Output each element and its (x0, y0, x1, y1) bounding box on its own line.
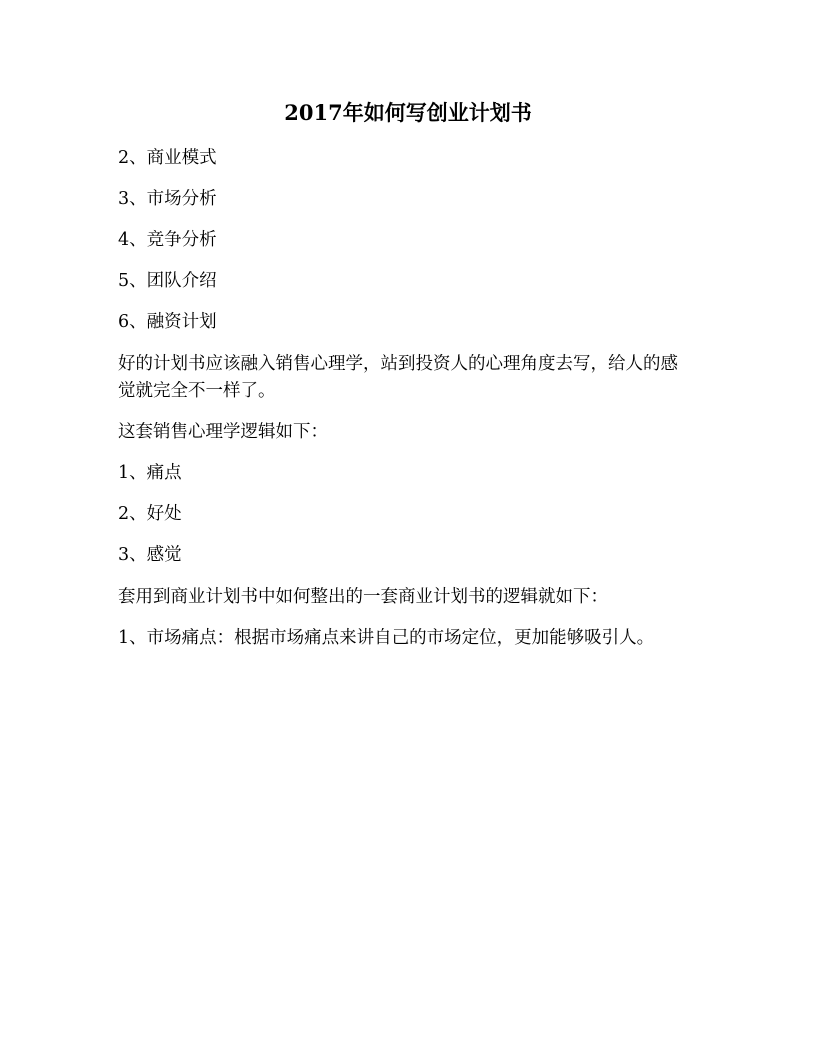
list-item: 2、商业模式 (118, 148, 217, 168)
paragraph: 这套销售心理学逻辑如下： (118, 422, 328, 442)
list-item: 6、融资计划 (118, 312, 217, 332)
list-item: 2、好处 (118, 504, 182, 524)
list-item: 5、团队介绍 (118, 271, 217, 291)
list-item: 1、市场痛点：根据市场痛点来讲自己的市场定位，更加能够吸引人。 (118, 628, 655, 648)
list-item: 4、竞争分析 (118, 230, 217, 250)
list-item: 3、市场分析 (118, 189, 217, 209)
document-title: 2017年如何写创业计划书 (284, 100, 532, 125)
list-item: 3、感觉 (118, 545, 182, 565)
paragraph: 好的计划书应该融入销售心理学，站到投资人的心理角度去写，给人的感觉就完全不一样了。 (118, 354, 678, 401)
paragraph: 套用到商业计划书中如何整出的一套商业计划书的逻辑就如下： (118, 587, 608, 607)
list-item: 1、痛点 (118, 463, 182, 483)
